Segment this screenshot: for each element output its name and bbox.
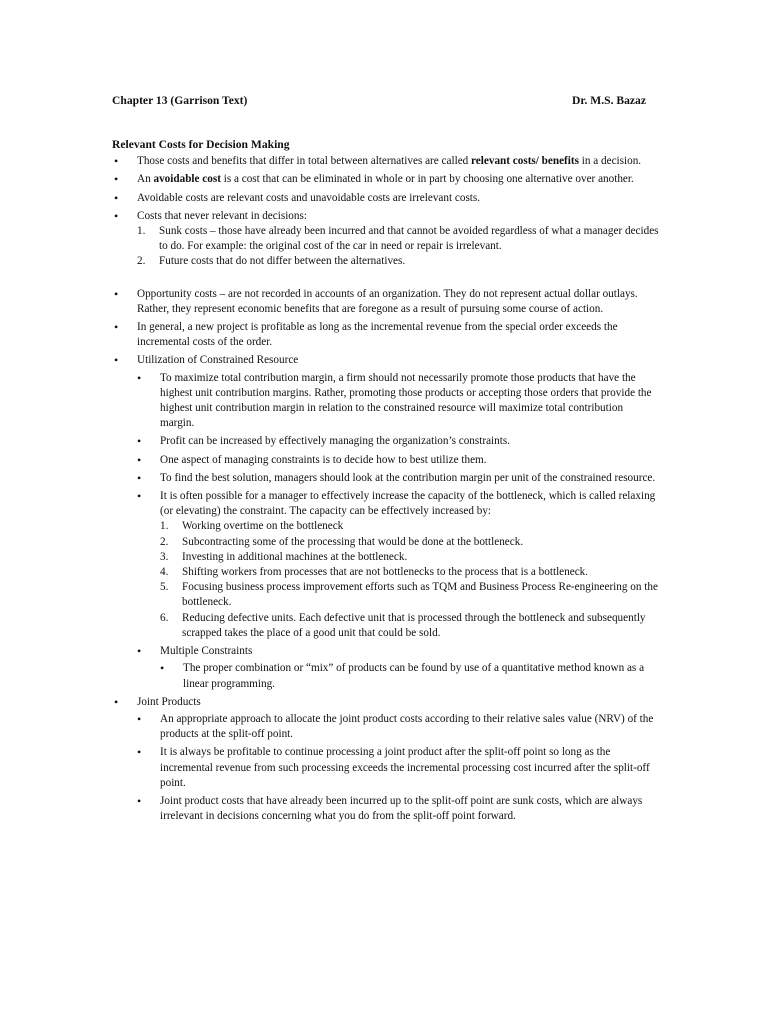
sub-list-item — [137, 712, 660, 742]
text: Focusing business process improvement efforts such as TQM and Business Process Re-engineering on the bottleneck. — [182, 581, 658, 609]
text: It is often possible for a manager to effectively increase the capacity of the bottleneck, which is called relaxing (or elevating) the constraint. The capacity can be effectively increased by: — [160, 490, 656, 518]
text: An — [137, 173, 154, 186]
text: Sunk costs – those have already been incurred and that cannot be avoided regardless of what a manager decides to do. For example: the original cost of the car in need or repair is irrelevant. — [159, 225, 659, 253]
text: An appropriate approach to allocate the joint product costs according to their relative sales value (NRV) of the products at the split-off point. — [160, 712, 654, 741]
list-item — [112, 320, 660, 350]
numbered-item: 1. Sunk costs – those have already been incurred and that cannot be avoided regardless of what a manager decides to do. For example: the original cost of the car in need or repair is irrelevant. — [137, 225, 659, 253]
numbered-item: 1. Working overtime on the bottleneck — [160, 520, 344, 533]
numbered-item: 4. Shifting workers from processes that are not bottlenecks to the process that is a bottleneck. — [160, 566, 589, 579]
sub-list — [137, 712, 660, 824]
text: Opportunity costs – are not recorded in accounts of an organization. They do not represent actual dollar outlays. Rather, they represent economic benefits that are foregone as a result of pursuing some course of action. — [137, 287, 638, 315]
list-item — [112, 154, 660, 169]
sub-list-item — [137, 434, 660, 449]
text: Joint product costs that have already been incurred up to the split-off point are sunk costs, which are always irrelevant in decisions concerning what you do from the split-off point forward. — [160, 794, 643, 823]
page-header — [112, 93, 646, 108]
text: Multiple Constraints — [160, 645, 253, 658]
text: Shifting workers from processes that are not bottlenecks to the process that is a bottleneck. — [182, 566, 589, 579]
author-name: Dr. M.S. Bazaz — [572, 94, 646, 107]
text: In general, a new project is profitable as long as the incremental revenue from the special order exceeds the incremental costs of the order. — [137, 321, 618, 349]
text: Reducing defective units. Each defective unit that is processed through the bottleneck and subsequently scrapped takes the place of a good unit that could be sold. — [182, 611, 646, 639]
document-body — [112, 137, 660, 827]
text: One aspect of managing constraints is to decide how to best utilize them. — [160, 453, 487, 466]
sub-list-item — [137, 489, 660, 641]
list-item — [112, 287, 660, 317]
text: Utilization of Constrained Resource — [137, 354, 299, 367]
sub-list-item — [137, 371, 660, 432]
list-item — [112, 172, 660, 187]
text: Joint Products — [137, 695, 201, 708]
text: Investing in additional machines at the bottleneck. — [182, 550, 408, 563]
text: Profit can be increased by effectively managing the organization’s constraints. — [160, 435, 511, 448]
sub-list-item — [137, 644, 660, 692]
sub-list-item — [137, 471, 660, 486]
text: It is always be profitable to continue processing a joint product after the split-off point so long as the incremental revenue from such processing exceeds the incremental processing cost incurred after the split-off point. — [160, 746, 650, 789]
bold-term: relevant costs/ benefits — [471, 155, 579, 168]
text: Subcontracting some of the processing that would be done at the bottleneck. — [182, 535, 524, 548]
list-item — [112, 209, 660, 270]
bullet-list-1 — [112, 154, 660, 269]
bold-term: avoidable cost — [153, 173, 221, 186]
section-title: Relevant Costs for Decision Making — [112, 138, 290, 151]
sub-list-item — [137, 745, 660, 791]
text: To find the best solution, managers should look at the contribution margin per unit of the constrained resource. — [160, 471, 656, 484]
text: Those costs and benefits that differ in total between alternatives are called — [137, 155, 472, 168]
text: Future costs that do not differ between the alternatives. — [159, 255, 406, 268]
list-item — [112, 353, 660, 691]
spacer — [112, 273, 660, 287]
list-item — [112, 695, 660, 825]
list-item — [112, 191, 660, 206]
numbered-item: 2. Future costs that do not differ between the alternatives. — [137, 255, 406, 268]
text: is a cost that can be eliminated in whole or in part by choosing one alternative over another. — [220, 173, 634, 186]
sub-list-item — [137, 794, 660, 824]
bullet-list-2 — [112, 287, 660, 825]
text: Avoidable costs are relevant costs and unavoidable costs are irrelevant costs. — [137, 191, 481, 204]
numbered-list — [160, 519, 660, 641]
numbered-list — [137, 224, 660, 270]
text: The proper combination or “mix” of products can be found by use of a quantitative method known as a linear programming. — [183, 662, 645, 690]
text: Working overtime on the bottleneck — [182, 520, 344, 533]
sub-sub-list-item — [160, 661, 660, 691]
numbered-item: 5. Focusing business process improvement efforts such as TQM and Business Process Re-engineering on the bottleneck. — [160, 581, 658, 609]
numbered-item: 6. Reducing defective units. Each defective unit that is processed through the bottleneck and subsequently scrapped takes the place of a good unit that could be sold. — [160, 611, 646, 639]
numbered-item: 3. Investing in additional machines at the bottleneck. — [160, 550, 408, 563]
sub-sub-list — [160, 661, 660, 691]
sub-list — [137, 371, 660, 692]
text: in a decision. — [578, 155, 642, 168]
numbered-item: 2. Subcontracting some of the processing that would be done at the bottleneck. — [160, 535, 524, 548]
chapter-title: Chapter 13 (Garrison Text) — [112, 94, 248, 107]
text: To maximize total contribution margin, a firm should not necessarily promote those products that have the highest unit contribution margins. Rather, promoting those products or accepting those orders that provide the highest unit contribution margin in relation to the constrained resource will maximize total contribution margin. — [160, 371, 652, 430]
sub-list-item — [137, 453, 660, 468]
text: Costs that never relevant in decisions: — [137, 209, 307, 222]
